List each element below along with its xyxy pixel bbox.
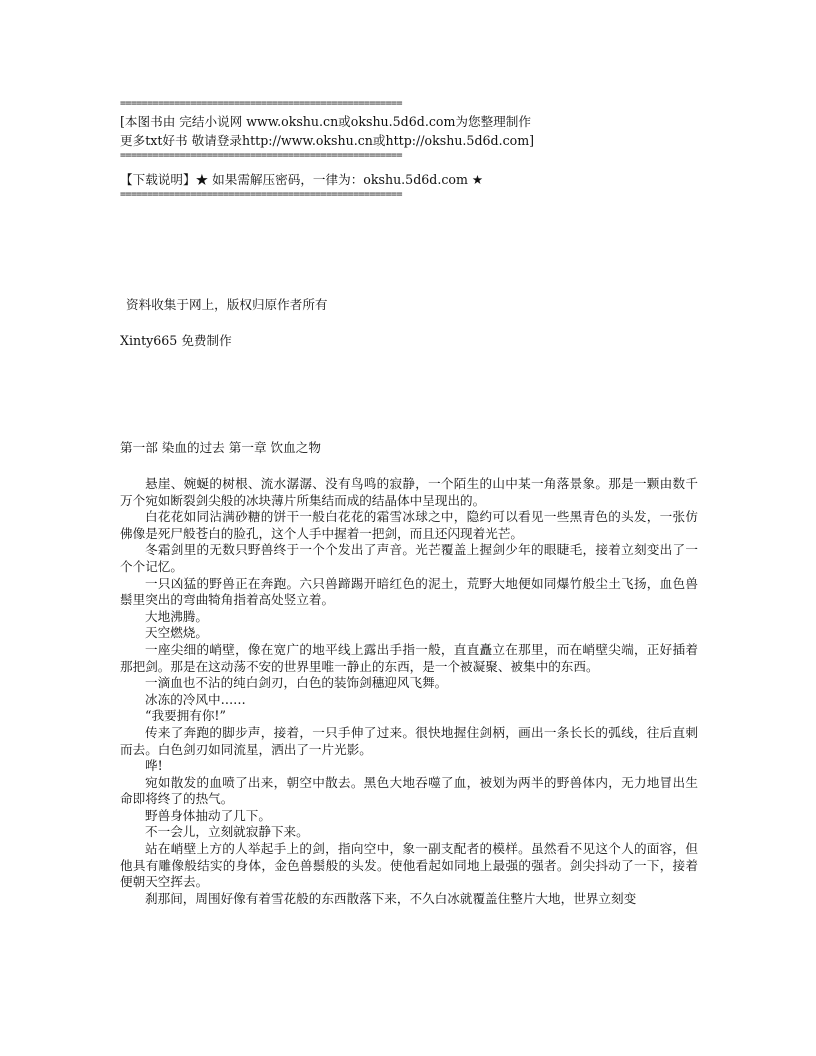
paragraph: 一座尖细的峭壁，像在宽广的地平线上露出手指一般，直直矗立在那里，而在峭壁尖端，正好插着那把剑。那是在这动荡不安的世界里唯一静止的东西，是一个被凝聚、被集中的东西。 — [120, 641, 698, 674]
paragraph: 冰冻的冷风中…… — [145, 691, 246, 707]
header-rule-mid: ==================================================== — [120, 153, 402, 159]
paragraph: 哗! — [145, 758, 163, 774]
paragraph: 悬崖、婉蜒的树根、流水潺潺、没有鸟鸣的寂静，一个陌生的山中某一角落景象。那是一颗由数千万个宛如断裂剑尖般的冰块薄片所集结而成的结晶体中呈现出的。 — [120, 476, 698, 508]
paragraph: 刹那间，周围好像有着雪花般的东西散落下来，不久白冰就覆盖住整片大地，世界立刻变 — [145, 890, 637, 906]
paragraph: 一滴血也不沾的纯白剑刃，白色的装饰剑穗迎风飞舞。 — [145, 675, 448, 691]
paragraph: 站在峭壁上方的人举起手上的剑，指向空中，象一副支配者的模样。虽然看不见这个人的面容，但他具有雕像般结实的身体，金色兽鬃般的头发。使他看起如同地上最强的强者。剑尖抖动了一下，接着便朝天空挥去。 — [120, 841, 698, 890]
paragraph: 传来了奔跑的脚步声，接着，一只手伸了过来。很快地握住剑柄，画出一条长长的弧线，往后直刺而去。白色剑刃如同流星，洒出了一片光影。 — [120, 724, 698, 757]
header-rule-bottom: ==================================================== — [120, 192, 402, 198]
paragraph: 冬霜剑里的无数只野兽终于一个个发出了声音。光芒覆盖上握剑少年的眼睫毛，接着立刻变出了一个个记忆。 — [120, 542, 698, 574]
chapter-body — [120, 476, 698, 1051]
chapter-title: 第一部 染血的过去 第一章 饮血之物 — [120, 440, 321, 455]
paragraph: “我要拥有你!” — [145, 708, 226, 724]
header-line-more: 更多txt好书 敬请登录http://www.okshu.cn或http://okshu.5d6d.com] — [120, 133, 535, 148]
paragraph: 一只凶猛的野兽正在奔跑。六只兽蹄踢开暗红色的泥土，荒野大地便如同爆竹般尘土飞扬，血色兽鬃里突出的弯曲犄角指着高处竖立着。 — [120, 575, 698, 608]
download-note: 【下载说明】★ 如果需解压密码，一律为：okshu.5d6d.com ★ — [120, 172, 484, 187]
paragraph: 野兽身体抽动了几下。 — [145, 807, 271, 823]
copyright-note: 资料收集于网上，版权归原作者所有 — [126, 297, 328, 312]
paragraph: 不一会儿，立刻就寂静下来。 — [145, 824, 309, 840]
paragraph: 大地沸腾。 — [145, 608, 208, 624]
paragraph: 白花花如同沾满砂糖的饼干一般白花花的霜雪冰球之中，隐约可以看见一些黑青色的头发，一张仿佛像是死尸般苍白的脸孔，这个人手中握着一把剑，而且还闪现着光芒。 — [120, 509, 698, 541]
header-rule-top: ==================================================== — [120, 101, 402, 107]
paragraph: 天空燃烧。 — [145, 625, 208, 641]
header-line-source: [本图书由 完结小说网 www.okshu.cn或okshu.5d6d.com为您整理制作 — [120, 114, 531, 129]
paragraph: 宛如散发的血喷了出来，朝空中散去。黑色大地吞噬了血，被划为两半的野兽体内，无力地冒出生命即将终了的热气。 — [120, 774, 698, 807]
maker-note: Xinty665 免费制作 — [120, 333, 232, 348]
